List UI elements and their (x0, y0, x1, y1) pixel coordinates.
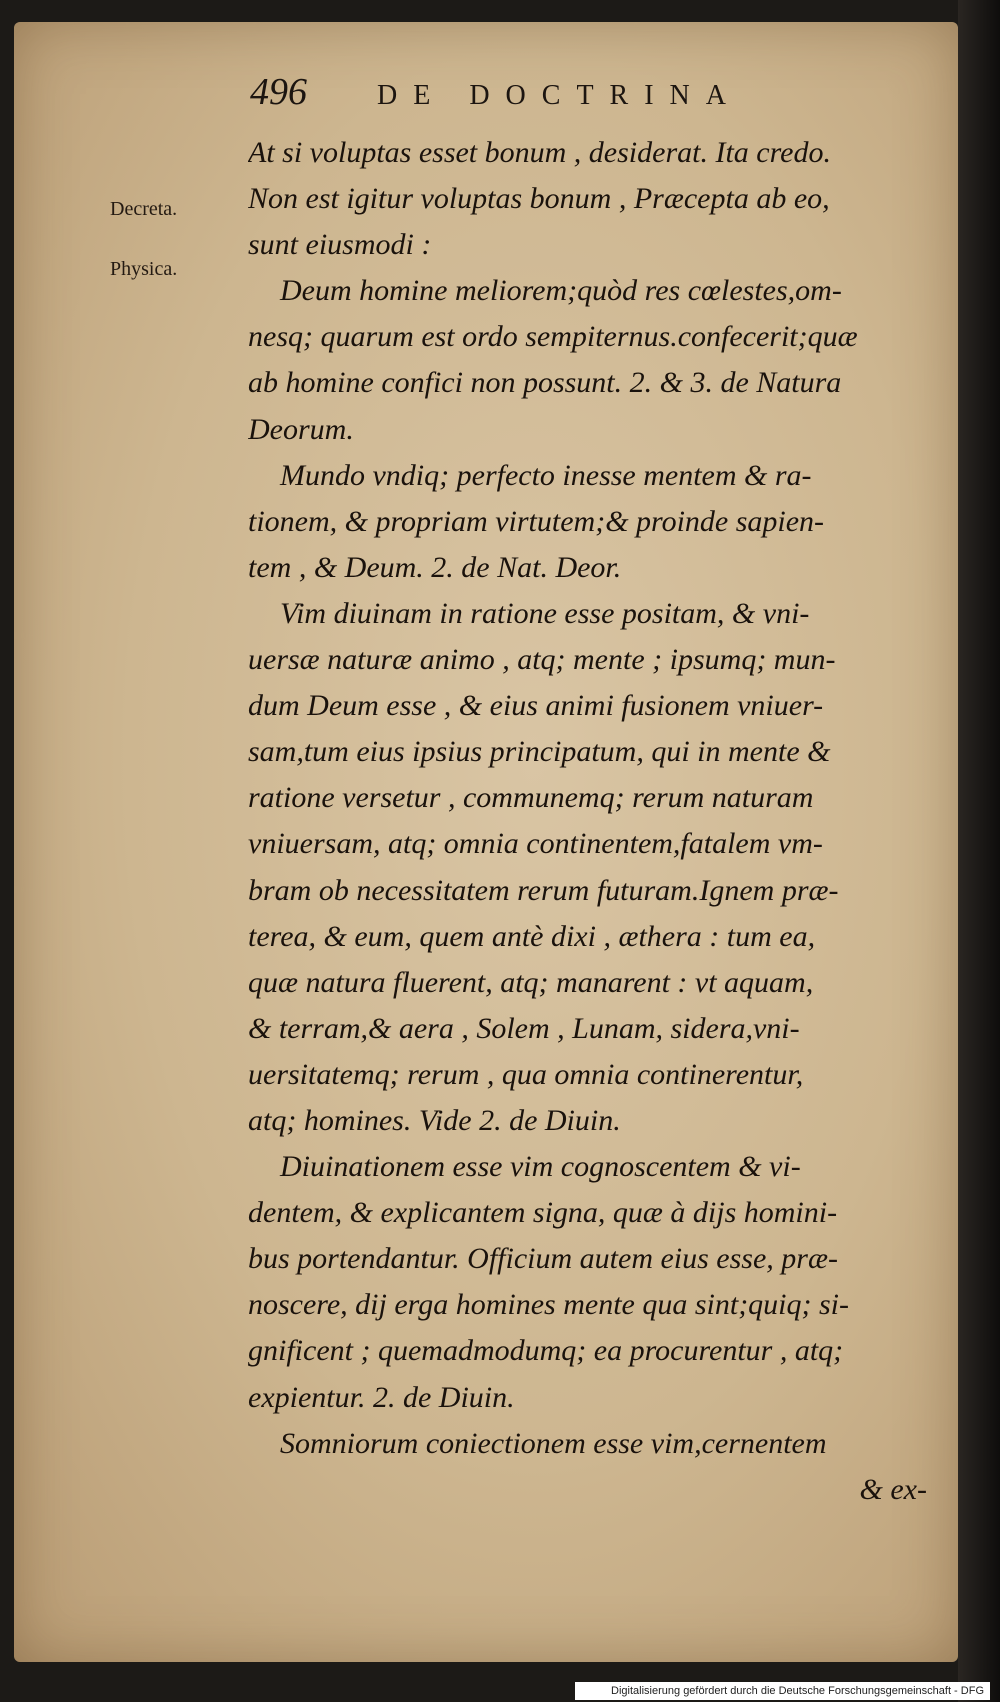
text-line: At si voluptas esset bonum , desiderat. Ita credo. (248, 136, 831, 169)
text-line: expientur. 2. de Diuin. (248, 1380, 515, 1414)
text-line: quæ natura fluerent, atq; manarent : vt aquam, (248, 965, 814, 999)
page-number: 496 (250, 71, 307, 113)
text-line: ratione versetur , communemq; rerum naturam (248, 781, 814, 815)
text-line: Non est igitur voluptas bonum , Præcepta ab eo, (248, 182, 830, 216)
text-line: uersitatemq; rerum , qua omnia continerentur, (248, 1057, 804, 1091)
running-head: DE DOCTRINA (377, 80, 742, 111)
text-line: nesq; quarum est ordo sempiternus.confecerit;quæ (248, 320, 858, 354)
text-line: Diuinationem esse vim cognoscentem & vi- (280, 1150, 801, 1184)
text-line: gnificent ; quemadmodumq; ea procurentur , atq; (248, 1334, 844, 1368)
digitization-credit: Digitalisierung gefördert durch die Deutsche Forschungsgemeinschaft - DFG (575, 1682, 990, 1700)
text-line: Deorum. (248, 412, 354, 446)
text-line: tionem, & propriam virtutem;& proinde sapien- (248, 504, 825, 538)
text-line: atq; homines. Vide 2. de Diuin. (248, 1103, 621, 1137)
text-line: Mundo vndiq; perfecto inesse mentem & ra- (280, 458, 812, 492)
text-line: Vim diuinam in ratione esse positam, & vni- (280, 596, 810, 630)
text-line: bram ob necessitatem rerum futuram.Ignem præ- (248, 873, 839, 907)
text-line: noscere, dij erga homines mente qua sint;quiq; si- (248, 1288, 850, 1322)
text-line: sam,tum eius ipsius principatum, qui in mente & (248, 735, 831, 769)
text-line: vniuersam, atq; omnia continentem,fatalem vm- (248, 827, 823, 861)
text-line: sunt eiusmodi : (248, 228, 432, 262)
text-line: Somniorum coniectionem esse vim,cernentem (280, 1426, 827, 1460)
text-line: ab homine confici non possunt. 2. & 3. de Natura (248, 366, 842, 400)
text-line: terea, & eum, quem antè dixi , æthera : tum ea, (248, 919, 816, 953)
book-spine-shadow (958, 0, 1000, 1702)
catchword: & ex- (859, 1472, 927, 1506)
body-text (248, 130, 963, 1513)
text-line: uersæ naturæ animo , atq; mente ; ipsumq; mun- (248, 643, 836, 677)
margin-note-decreta: Decreta. (110, 198, 178, 220)
text-line: Deum homine meliorem;quòd res cœlestes,om- (280, 274, 842, 308)
text-line: bus portendantur. Officium autem eius esse, præ- (248, 1242, 838, 1276)
page-header (250, 70, 870, 130)
margin-note-physica: Physica. (110, 258, 178, 280)
text-line: dentem, & explicantem signa, quæ à dijs homini- (248, 1196, 838, 1230)
text-line: dum Deum esse , & eius animi fusionem vniuer- (248, 689, 824, 723)
text-line: & terram,& aera , Solem , Lunam, sidera,vni- (248, 1011, 800, 1045)
text-line: tem , & Deum. 2. de Nat. Deor. (248, 550, 622, 584)
